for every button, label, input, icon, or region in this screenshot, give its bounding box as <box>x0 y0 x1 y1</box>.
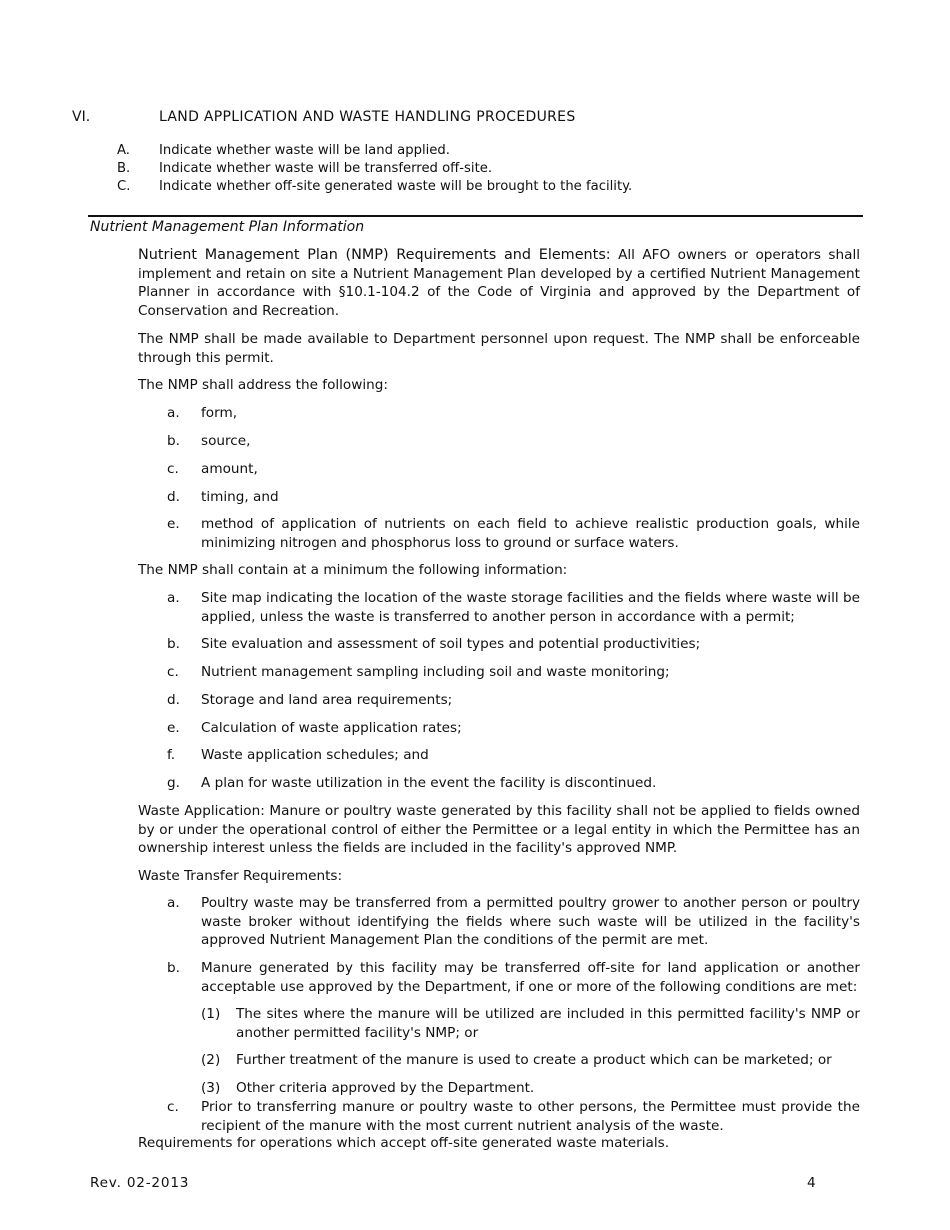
item-text: Poultry waste may be transferred from a permitted poultry grower to another person or poultry waste broker without identifying the fields where such waste will be utilized in the facility's approved Nutrient Management Plan the conditions of the permit are met. <box>201 895 860 949</box>
nmp-requirements-label: Nutrient Management Plan (NMP) Requirements and Elements: <box>138 247 611 263</box>
item-text: Indicate whether waste will be land applied. <box>159 143 450 158</box>
item-letter: d. <box>167 489 180 505</box>
item-text: Indicate whether waste will be transferred off-site. <box>159 161 493 176</box>
condition-number: (3) <box>201 1080 221 1096</box>
item-letter: b. <box>167 960 180 976</box>
contain-item-c <box>167 663 860 682</box>
section-divider <box>88 215 863 217</box>
contain-item-g <box>167 774 860 793</box>
item-text: Nutrient management sampling including soil and waste monitoring; <box>201 664 670 680</box>
item-letter: d. <box>167 692 180 708</box>
item-letter: b. <box>167 433 180 449</box>
revision-label: Rev. 02-2013 <box>90 1175 190 1191</box>
item-letter: e. <box>167 720 180 736</box>
contain-item-e <box>167 719 860 738</box>
condition-number: (1) <box>201 1006 221 1022</box>
item-text: Site evaluation and assessment of soil types and potential productivities; <box>201 636 701 652</box>
nmp-requirements-paragraph <box>138 246 860 320</box>
address-item-c <box>167 460 860 479</box>
item-text: source, <box>201 433 251 449</box>
item-letter: C. <box>117 179 131 194</box>
address-item-b <box>167 432 860 451</box>
section-number: VI. <box>72 109 91 125</box>
item-text: amount, <box>201 461 258 477</box>
condition-1 <box>201 1005 860 1042</box>
nmp-address-intro: The NMP shall address the following: <box>138 377 388 393</box>
item-text: Manure generated by this facility may be transferred off-site for land application or another acceptable use approved by the Department, if one or more of the following conditions are met: <box>201 960 860 995</box>
contain-item-b <box>167 635 860 654</box>
condition-text: Other criteria approved by the Department. <box>236 1080 535 1096</box>
item-letter: a. <box>167 895 180 911</box>
item-letter: a. <box>167 405 180 421</box>
item-text: Calculation of waste application rates; <box>201 720 462 736</box>
transfer-item-b <box>167 959 860 996</box>
item-letter: B. <box>117 161 131 176</box>
waste-transfer-heading: Waste Transfer Requirements: <box>138 868 343 884</box>
waste-application-paragraph: Waste Application: Manure or poultry waste generated by this facility shall not be applied to fields owned by or under the operational control of either the Permittee or a legal entity in which the Permittee has an ownership interest unless the fields are included in the facility's approved NMP. <box>138 803 860 857</box>
contain-item-f <box>167 746 860 765</box>
nmp-contain-intro: The NMP shall contain at a minimum the following information: <box>138 562 568 578</box>
nmp-requirements-text: All AFO owners or operators shall implement and retain on site a Nutrient Management Plan developed by a certified Nutrient Management Planner in accordance with §10.1-104.2 of the Code of Virginia and approved by the Department of Conservation and Recreation. <box>138 247 860 319</box>
condition-text: The sites where the manure will be utilized are included in this permitted facility's NMP or another permitted facility's NMP; or <box>236 1006 860 1041</box>
condition-number: (2) <box>201 1052 221 1068</box>
item-letter: e. <box>167 516 180 532</box>
item-text: Waste application schedules; and <box>201 747 429 763</box>
nmp-heading: Nutrient Management Plan Information <box>90 219 365 235</box>
condition-3 <box>201 1079 860 1098</box>
condition-text: Further treatment of the manure is used to create a product which can be marketed; or <box>236 1052 832 1068</box>
item-text: Prior to transferring manure or poultry waste to other persons, the Permittee must provide the recipient of the manure with the most current nutrient analysis of the waste. <box>201 1099 860 1134</box>
address-item-a <box>167 404 860 423</box>
item-text: timing, and <box>201 489 279 505</box>
item-letter: c. <box>167 461 179 477</box>
condition-2 <box>201 1051 860 1070</box>
offsite-requirements-heading: Requirements for operations which accept off-site generated waste materials. <box>138 1135 670 1151</box>
item-text: A plan for waste utilization in the event the facility is discontinued. <box>201 775 657 791</box>
item-letter: c. <box>167 1099 179 1115</box>
section-title: LAND APPLICATION AND WASTE HANDLING PROCEDURES <box>159 109 576 125</box>
item-letter: a. <box>167 590 180 606</box>
address-item-d <box>167 488 860 507</box>
item-text: form, <box>201 405 238 421</box>
nmp-availability-paragraph: The NMP shall be made available to Department personnel upon request. The NMP shall be enforceable through this permit. <box>138 331 860 366</box>
address-item-e <box>167 515 860 552</box>
contain-item-d <box>167 691 860 710</box>
page-number: 4 <box>807 1175 816 1191</box>
contain-item-a <box>167 589 860 626</box>
item-letter: b. <box>167 636 180 652</box>
item-text: Indicate whether off-site generated waste will be brought to the facility. <box>159 179 633 194</box>
item-text: method of application of nutrients on each field to achieve realistic production goals, while minimizing nitrogen and phosphorus loss to ground or surface waters. <box>201 516 860 551</box>
item-letter: f. <box>167 747 176 763</box>
item-text: Site map indicating the location of the waste storage facilities and the fields where waste will be applied, unless the waste is transferred to another person in accordance with a permit; <box>201 590 860 625</box>
item-text: Storage and land area requirements; <box>201 692 453 708</box>
item-letter: c. <box>167 664 179 680</box>
item-letter: A. <box>117 143 130 158</box>
transfer-item-a <box>167 894 860 950</box>
item-letter: g. <box>167 775 180 791</box>
transfer-item-c <box>167 1098 860 1135</box>
